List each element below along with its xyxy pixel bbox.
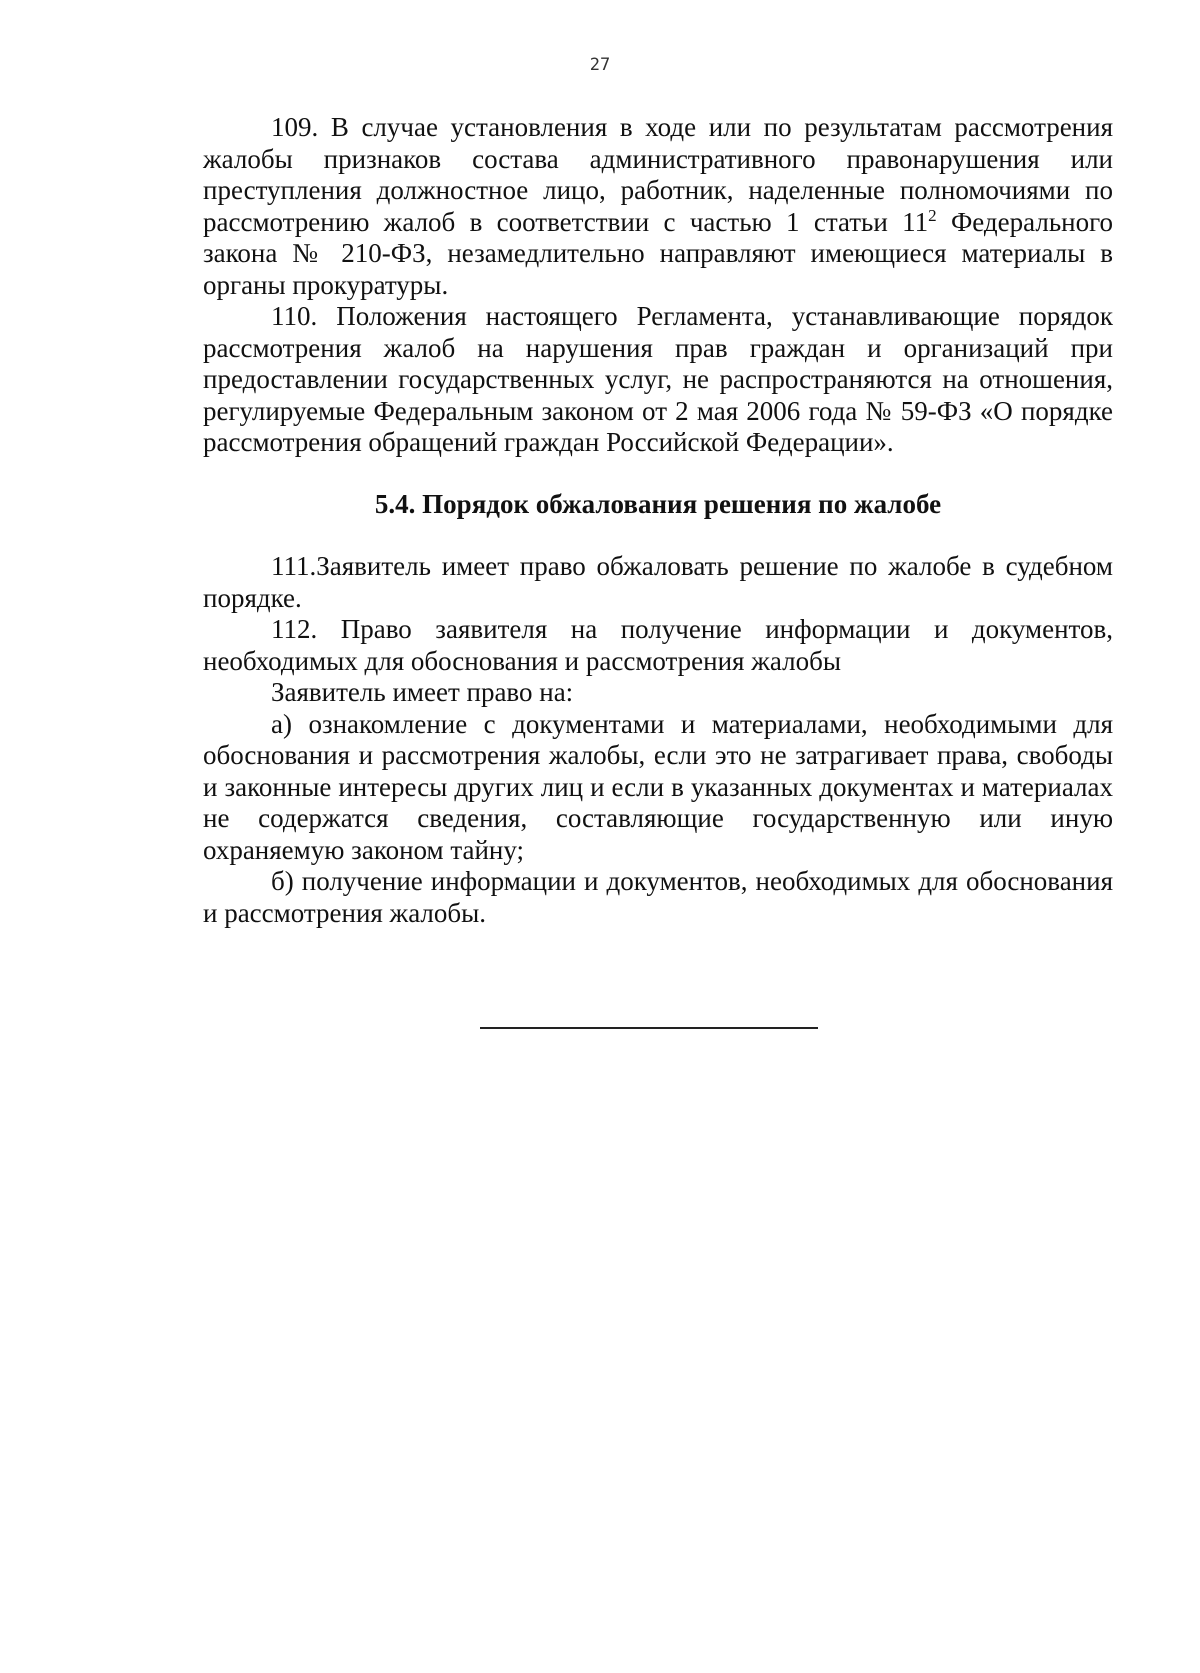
paragraph-item-a: а) ознакомление с документами и материалами, необходимыми для обоснования и рассмотрения жалобы, если это не затрагивает права, свободы и законные интересы других лиц и если в указанных документах и материалах не содержатся сведения, составляющие государственную или иную охраняемую законом тайну; — [203, 708, 1113, 865]
page-number: 27 — [589, 55, 611, 75]
document-body — [203, 112, 1113, 929]
paragraph-rights-intro: Заявитель имеет право на: — [271, 677, 574, 707]
paragraph-110: 110. Положения настоящего Регламента, устанавливающие порядок рассмотрения жалоб на нарушения прав граждан и организаций при предоставлении государственных услуг, не распространяются на отношения, регулируемые Федеральным законом от 2 мая 2006 года № 59-ФЗ «О порядке рассмотрения обращений граждан Российской Федерации». — [203, 301, 1113, 457]
superscript: 2 — [928, 205, 937, 225]
paragraph-109 — [203, 112, 1113, 301]
paragraph-112: 112. Право заявителя на получение информации и документов, необходимых для обоснования и рассмотрения жалобы — [203, 614, 1113, 676]
paragraph-109-text-end: Федерального закона № 210-ФЗ, незамедлительно направляют имеющиеся материалы в органы прокуратуры. — [203, 206, 1113, 300]
paragraph-item-b: б) получение информации и документов, необходимых для обоснования и рассмотрения жалобы. — [203, 866, 1113, 928]
end-divider-line — [480, 1027, 818, 1029]
paragraph-109-text: 109. В случае установления в ходе или по результатам рассмотрения жалобы признаков состава административного правонарушения или преступления должностное лицо, работник, наделенные полномочиями по рассмотрению жалоб в соответствии с частью 1 статьи 11 — [203, 112, 1113, 237]
paragraph-111: 111.Заявитель имеет право обжаловать решение по жалобе в судебном порядке. — [203, 551, 1113, 613]
section-heading: 5.4. Порядок обжалования решения по жалобе — [374, 488, 942, 519]
